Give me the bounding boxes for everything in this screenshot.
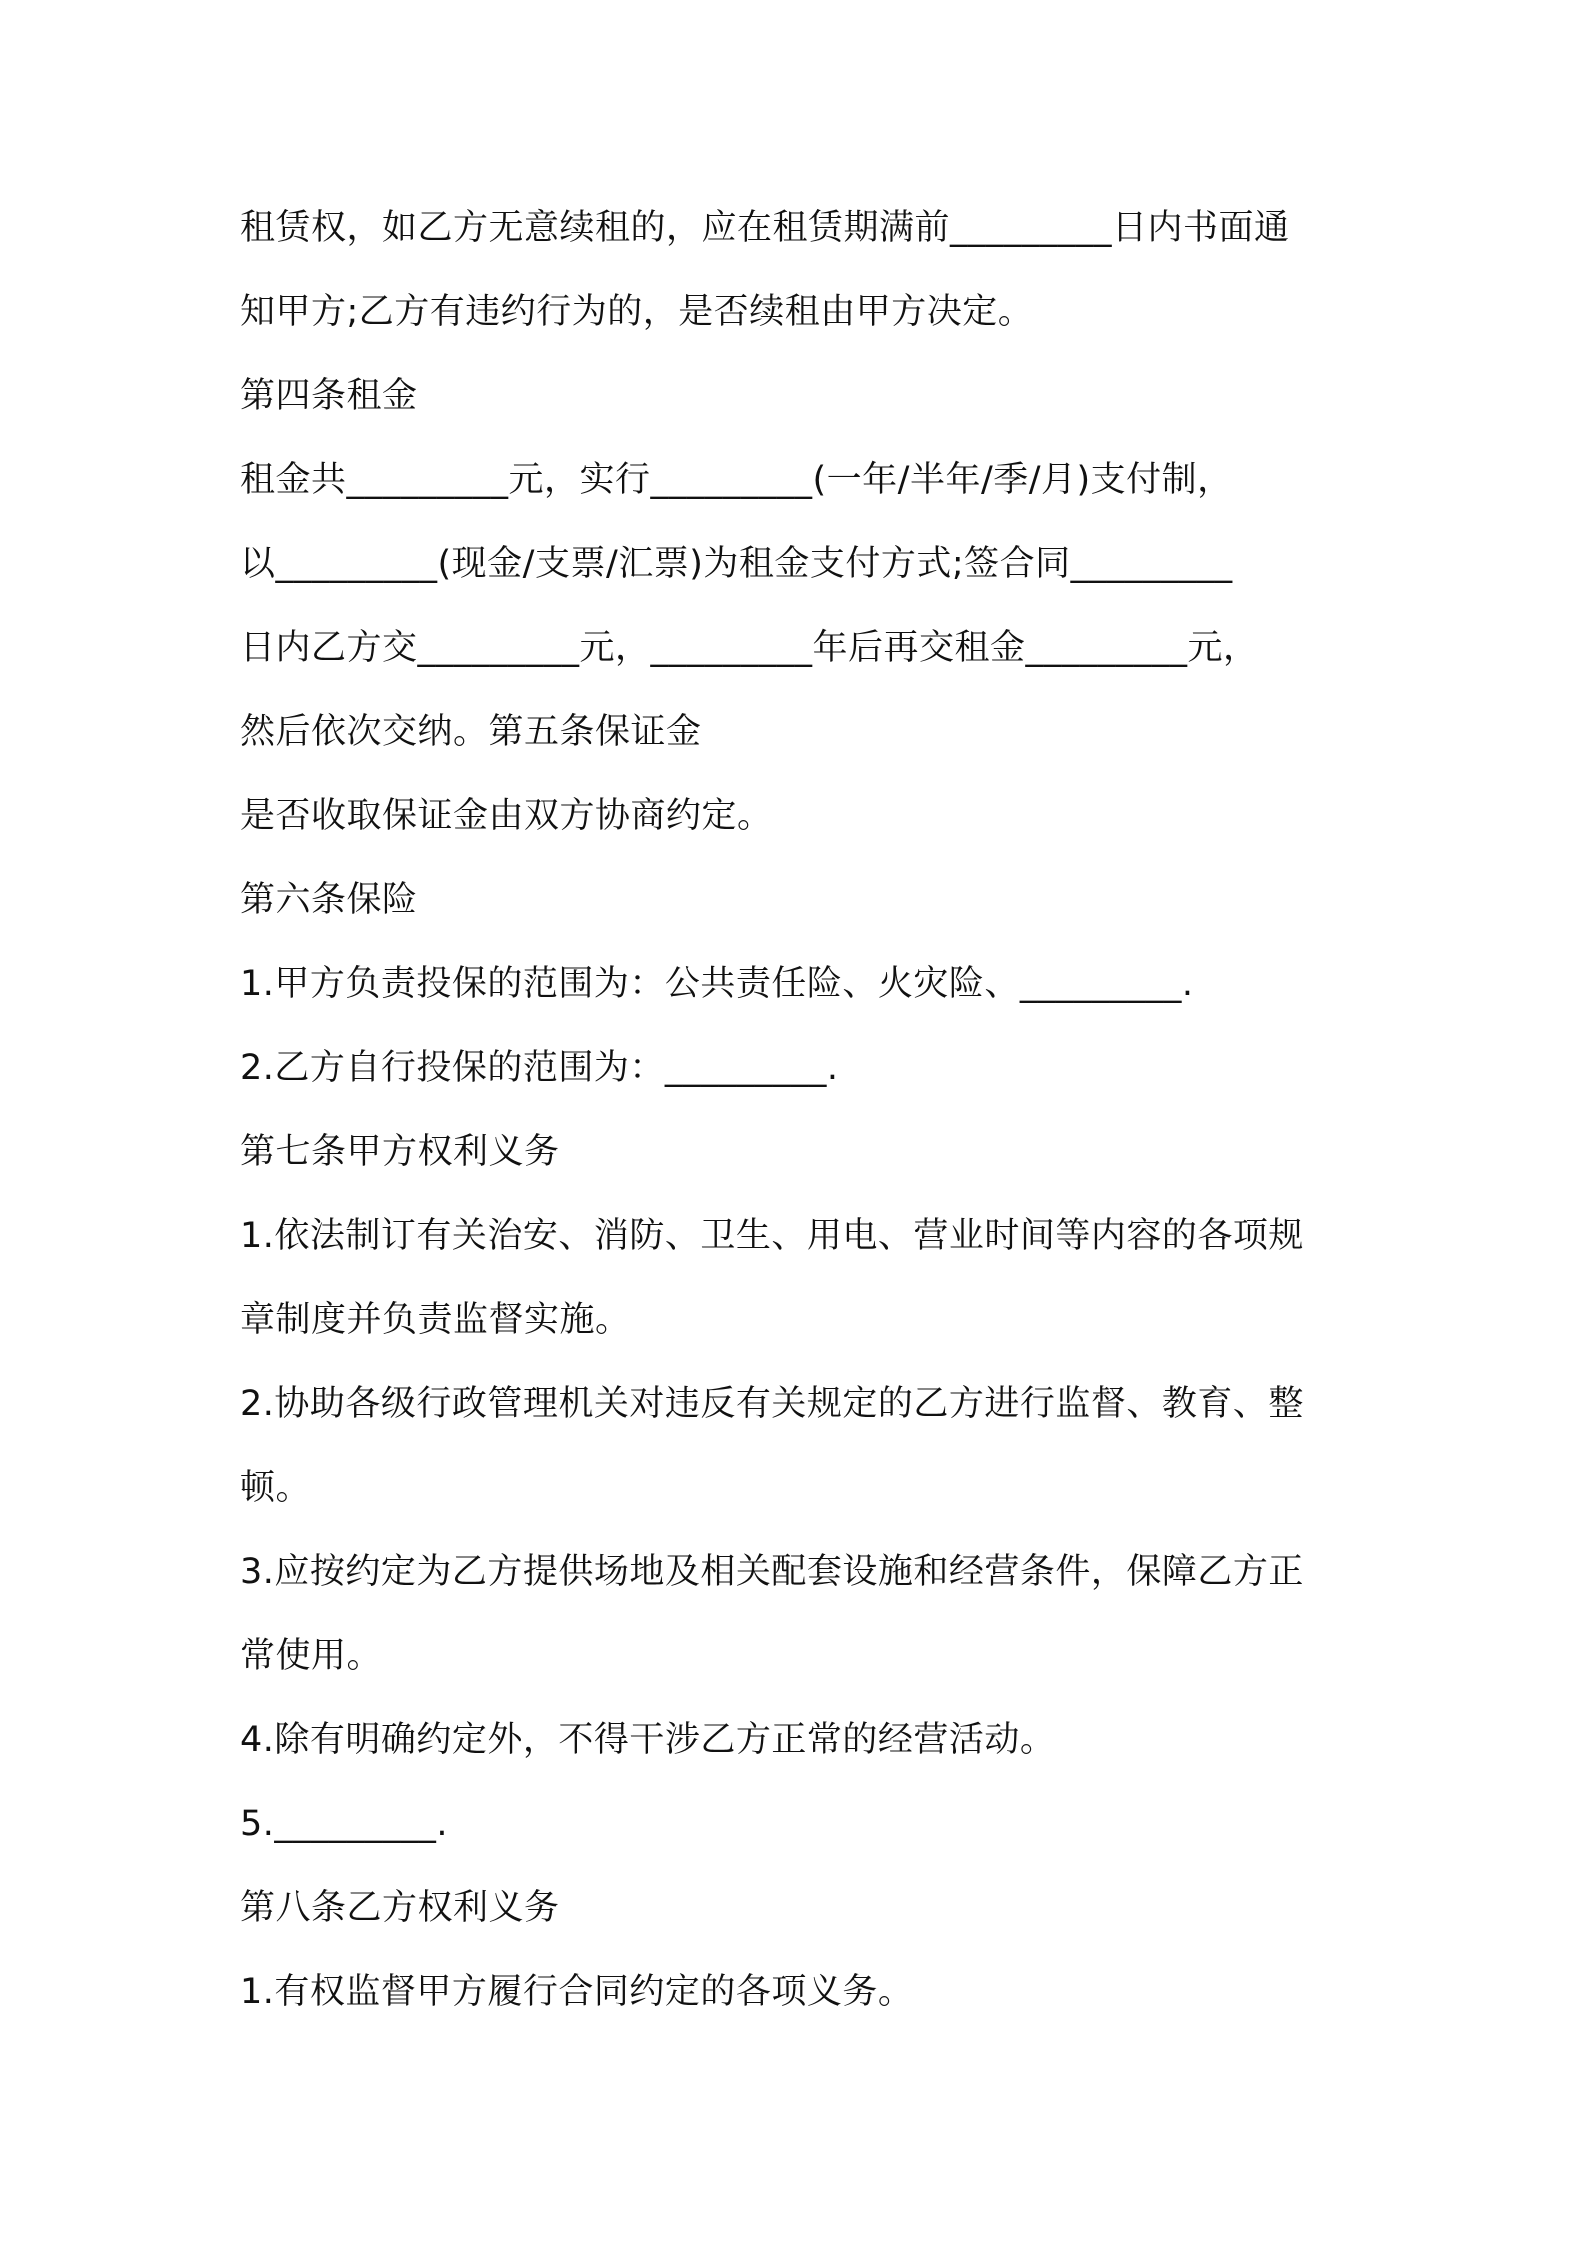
text-line: 1.有权监督甲方履行合同约定的各项义务。 — [240, 1972, 914, 2012]
text-line: 然后依次交纳。第五条保证金 — [240, 712, 702, 752]
text-line: 以_________(现金/支票/汇票)为租金支付方式;签合同_________ — [240, 544, 1233, 584]
section-heading: 第六条保险 — [240, 880, 418, 920]
text-line: 租赁权，如乙方无意续租的，应在租赁期满前_________日内书面通 — [240, 208, 1290, 248]
text-line: 章制度并负责监督实施。 — [240, 1300, 631, 1340]
text-line: 常使用。 — [240, 1636, 383, 1676]
text-line: 4.除有明确约定外，不得干涉乙方正常的经营活动。 — [240, 1720, 1056, 1760]
text-line: 2.乙方自行投保的范围为：_________. — [240, 1048, 839, 1088]
text-line: 1.甲方负责投保的范围为：公共责任险、火灾险、_________. — [240, 964, 1194, 1004]
text-line: 租金共_________元，实行_________(一年/半年/季/月)支付制， — [240, 460, 1233, 500]
text-line: 2.协助各级行政管理机关对违反有关规定的乙方进行监督、教育、整 — [240, 1384, 1304, 1424]
section-heading: 第四条租金 — [240, 376, 418, 416]
text-line: 知甲方;乙方有违约行为的，是否续租由甲方决定。 — [240, 292, 1034, 332]
text-line: 5._________. — [240, 1804, 449, 1844]
section-heading: 第八条乙方权利义务 — [240, 1888, 560, 1928]
text-line: 1.依法制订有关治安、消防、卫生、用电、营业时间等内容的各项规 — [240, 1216, 1304, 1256]
text-line: 3.应按约定为乙方提供场地及相关配套设施和经营条件，保障乙方正 — [240, 1552, 1304, 1592]
text-line: 顿。 — [240, 1468, 312, 1508]
text-line: 是否收取保证金由双方协商约定。 — [240, 796, 773, 836]
text-line: 日内乙方交_________元，_________年后再交租金_________元， — [240, 628, 1259, 668]
section-heading: 第七条甲方权利义务 — [240, 1132, 560, 1172]
